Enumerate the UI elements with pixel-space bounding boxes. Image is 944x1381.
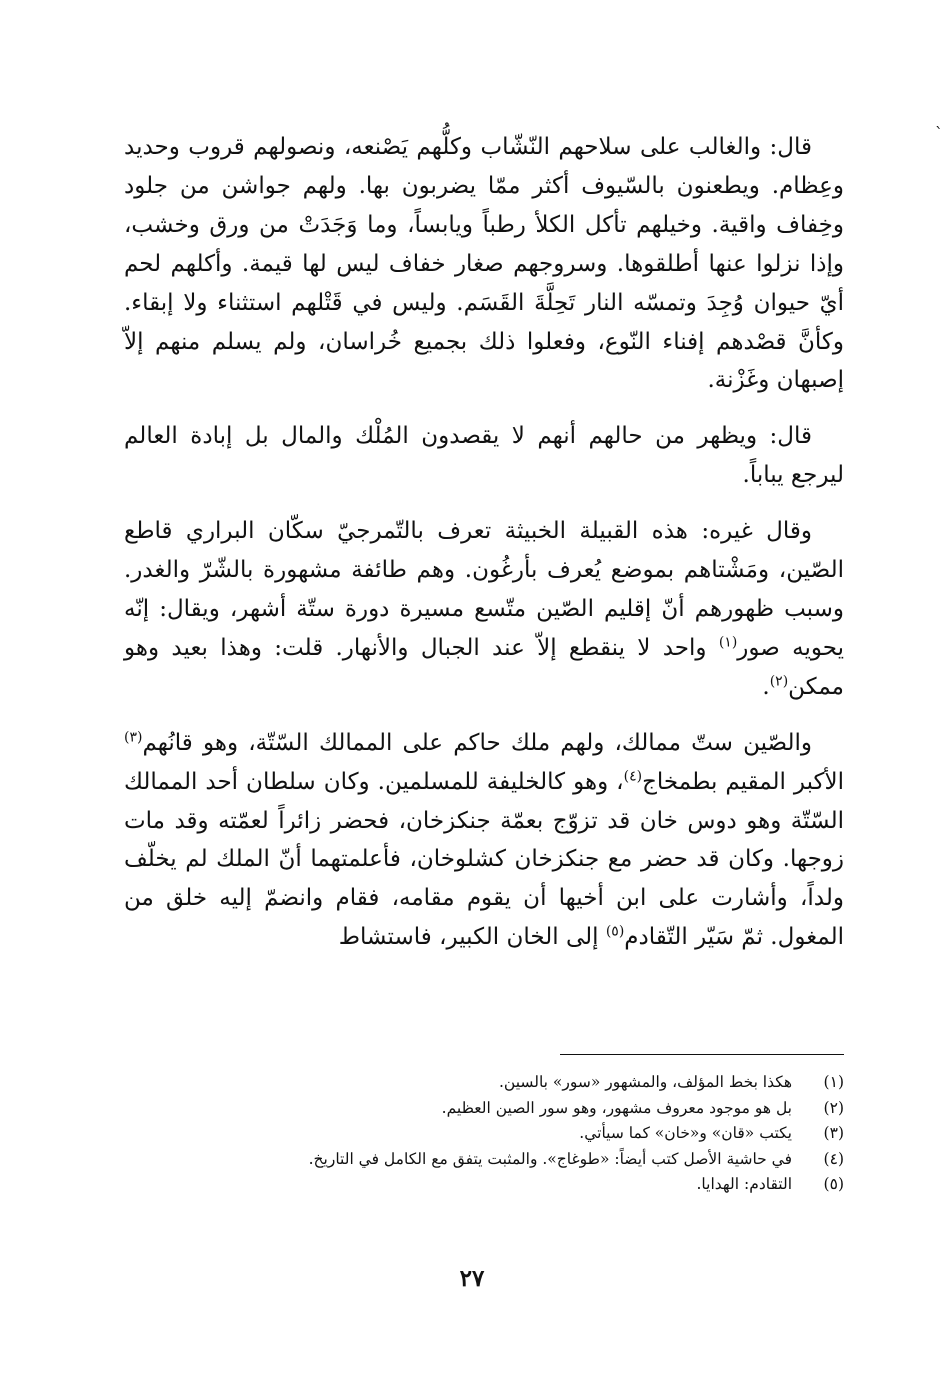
- paragraph-4: [124, 724, 844, 957]
- paragraph-3-part-c: .: [762, 673, 770, 700]
- footnote-text: التقادم: الهدايا.: [696, 1175, 792, 1193]
- paragraph-4-part-c: ، وهو كالخليفة للمسلمين. وكان سلطان أحد الممالك السّتّة وهو دوس خان قد تزوّج بعمّة جنكزخان، فحضر زائراً لعمّته وقد مات زوجها. وكان قد حضر مع جنكزخان كشلوخان، فأعلمتهما أنّ الملك لم يخلّف ولداً، وأشارت على ابن أخيها أن يقوم مقامه، فقام وانضمّ إليه خلق من المغول. ثمّ سَيّر التّقادم: [124, 768, 844, 951]
- paragraph-4-part-d: إلى الخان الكبير، فاستشاط: [338, 924, 606, 951]
- paragraph-4-part-b: الأكبر المقيم بطمخاج: [642, 768, 844, 795]
- footnote-ref-5: (٥): [605, 923, 625, 940]
- main-text: [124, 128, 844, 974]
- page-number: ٢٧: [459, 1265, 485, 1292]
- footnote: [150, 1172, 844, 1198]
- footnote-ref-3: (٣): [124, 729, 143, 746]
- footnote-number: (٣): [823, 1124, 844, 1142]
- footnote-number: (٢): [823, 1098, 844, 1117]
- footnote-text: يكتب «قان» و«خان» كما سيأتي.: [579, 1124, 792, 1142]
- paragraph-1: قال: والغالب على سلاحهم النّشّاب وكلُّهم يَصْنعه، ونصولهم قروب وحديد وعِظام. ويطعنون بالسّيوف أكثر ممّا يضربون بها. ولهم جواشن من جلود وخِفاف واقية. وخيلهم تأكل الكلأ رطباً ويابساً، وما وَجَدَتْ من ورق وخشب، وإذا نزلوا عنها أطلقوها. وسروجهم صغار خفاف ليس لها قيمة. وأكلهم لحم أيّ حيوان وُجِدَ وتمسّه النار تَحِلَّةَ القَسَم. وليس في قَتْلهم استثناء ولا إبقاء. وكأنَّ قصْدهم إفناء النّوع، وفعلوا ذلك بجميع خُراسان، ولم يسلم منهم إلاّ إصبهان وغَزْنة.: [124, 134, 844, 394]
- footnote-ref-4: (٤): [623, 767, 643, 784]
- footnote-text: في حاشية الأصل كتب أيضاً: «طوغاج». والمثبت يتفق مع الكامل في التاريخ.: [308, 1149, 792, 1168]
- footnote-text: هكذا بخط المؤلف، والمشهور «سور» بالسين.: [499, 1073, 792, 1091]
- footnote: [150, 1096, 844, 1122]
- footnote: [150, 1070, 844, 1096]
- footnotes: [150, 1070, 844, 1198]
- paragraph-3: [124, 512, 844, 707]
- paragraph-3-part-a: وقال غيره: هذه القبيلة الخبيثة تعرف بالتّمرجيّ سكّان البراري قاطع الصّين، ومَشْتاهم بموضع يُعرف بأرغُون. وهم طائفة مشهورة بالشّرّ والغدر. وسبب ظهورهم أنّ إقليم الصّين متّسع مسيرة دورة ستّة أشهر، ويقال: إنّه يحويه صور: [124, 518, 844, 661]
- footnote-number: (١): [823, 1073, 844, 1091]
- paragraph-4-part-a: والصّين ستّ ممالك، ولهم ملك حاكم على الممالك السّتّة، وهو قانُهم: [142, 729, 812, 756]
- footnote-ref-2: (٢): [769, 673, 789, 690]
- footnote-text: بل هو موجود معروف مشهور، وهو سور الصين العظيم.: [441, 1098, 792, 1117]
- paragraph-3-part-b: واحد لا ينقطع إلاّ عند الجبال والأنهار. قلت: وهذا بعيد وهو ممكن: [124, 634, 844, 700]
- footnote: [150, 1147, 844, 1173]
- paragraph-2: قال: ويظهر من حالهم أنهم لا يقصدون المُلْك والمال بل إبادة العالم ليرجع يباباً.: [124, 423, 844, 489]
- footnote-divider: [560, 1054, 844, 1055]
- footnote-number: (٤): [823, 1149, 844, 1168]
- footnote-number: (٥): [823, 1175, 844, 1193]
- margin-mark: `: [935, 124, 943, 143]
- footnote: [150, 1121, 844, 1147]
- footnote-ref-1: (١): [718, 634, 738, 651]
